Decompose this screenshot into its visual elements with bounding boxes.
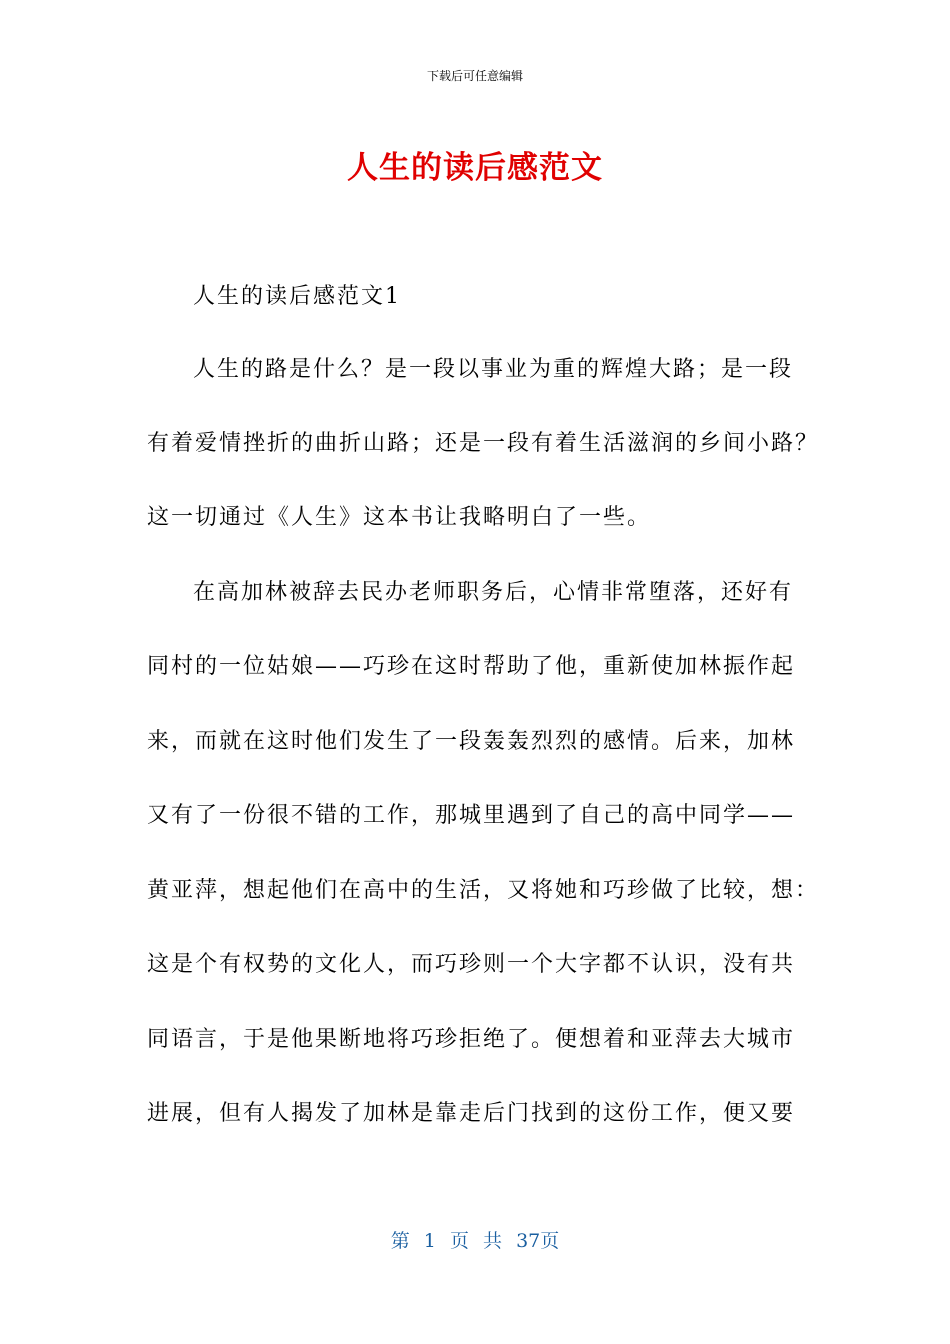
paragraph-line: 人生的路是什么？是一段以事业为重的辉煌大路；是一段 (193, 357, 794, 382)
paragraph-line: 这一切通过《人生》这本书让我略明白了一些。 (147, 505, 652, 530)
footer-label-gong: 共 (483, 1230, 503, 1252)
footer-label-ye: 页 (449, 1230, 469, 1252)
paragraph-line: 同村的一位姑娘——巧珍在这时帮助了他，重新使加林振作起 (147, 654, 796, 679)
paragraph-line: 又有了一份很不错的工作，那城里遇到了自己的高中同学—— (147, 803, 796, 828)
paragraph-line: 在高加林被辞去民办老师职务后，心情非常堕落，还好有 (193, 580, 794, 605)
paragraph-line: 进展，但有人揭发了加林是靠走后门找到的这份工作，便又要 (147, 1101, 796, 1126)
footer-page-number: 1 (423, 1230, 436, 1252)
document-title: 人生的读后感范文 (347, 150, 603, 186)
paragraph-line: 这是个有权势的文化人，而巧珍则一个大字都不认识，没有共 (147, 952, 796, 977)
paragraph-line: 来，而就在这时他们发生了一段轰轰烈烈的感情。后来，加林 (147, 729, 796, 754)
paragraph-line: 有着爱情挫折的曲折山路；还是一段有着生活滋润的乡间小路？ (147, 431, 820, 456)
header-note: 下载后可任意编辑 (426, 69, 523, 83)
footer-total-pages: 37页 (516, 1230, 560, 1252)
footer-label-di: 第 (390, 1230, 410, 1252)
paragraph-line: 同语言，于是他果断地将巧珍拒绝了。便想着和亚萍去大城市 (147, 1027, 796, 1052)
page-footer (0, 1226, 950, 1253)
section-heading: 人生的读后感范文1 (193, 284, 401, 309)
paragraph-line: 黄亚萍，想起他们在高中的生活，又将她和巧珍做了比较，想： (147, 878, 820, 903)
